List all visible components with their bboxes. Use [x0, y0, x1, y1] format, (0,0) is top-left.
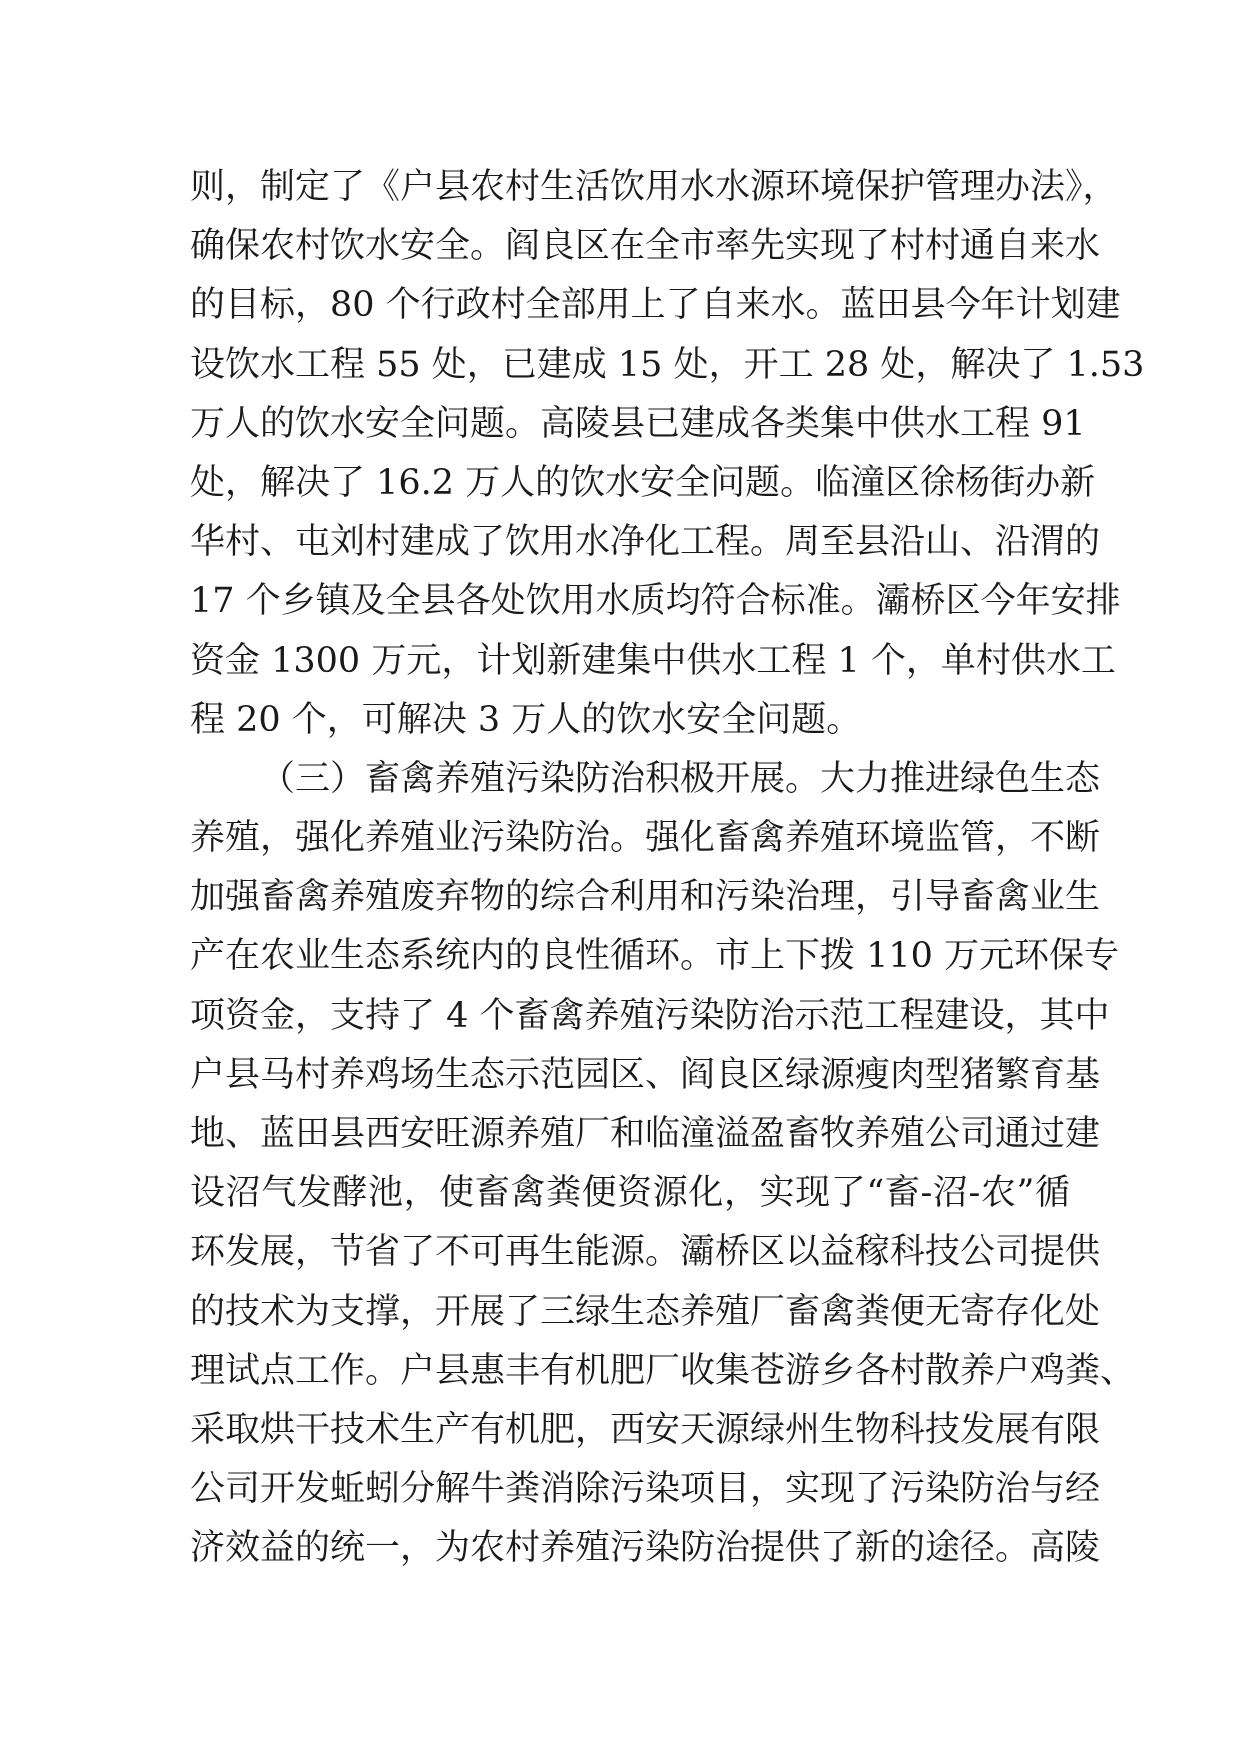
text-line: 的技术为支撑，开展了三绿生态养殖厂畜禽粪便无寄存化处 [190, 1291, 1101, 1332]
text-line: 地、蓝田县西安旺源养殖厂和临潼溢盈畜牧养殖公司通过建 [190, 1114, 1101, 1154]
text-line: 华村、屯刘村建成了饮用水净化工程。周至县沿山、沿渭的 [190, 522, 1101, 563]
section-heading-line: （三）畜禽养殖污染防治积极开展。大力推进绿色生态 [260, 758, 1101, 799]
body-text [190, 158, 1145, 1579]
text-line: 项资金，支持了 4 个畜禽养殖污染防治示范工程建设，其中 [190, 995, 1110, 1036]
text-line: 处，解决了 16.2 万人的饮水安全问题。临潼区徐杨街办新 [190, 462, 1096, 503]
text-line: 设沼气发酵池，使畜禽粪便资源化，实现了“畜-沼-农”循 [190, 1173, 1070, 1214]
text-line: 的目标，80 个行政村全部用上了自来水。蓝田县今年计划建 [190, 285, 1121, 326]
text-line: 则，制定了《户县农村生活饮用水水源环境保护管理办法》， [190, 167, 1118, 207]
text-line: 资金 1300 万元，计划新建集中供水工程 1 个，单村供水工 [190, 640, 1116, 681]
text-line: 济效益的统一，为农村养殖污染防治提供了新的途径。高陵 [190, 1528, 1101, 1569]
text-line: 万人的饮水安全问题。高陵县已建成各类集中供水工程 91 [190, 403, 1086, 444]
text-line: 加强畜禽养殖废弃物的综合利用和污染治理，引导畜禽业生 [190, 877, 1101, 918]
paragraph-end-line: 程 20 个，可解决 3 万人的饮水安全问题。 [190, 699, 862, 740]
text-line: 户县马村养鸡场生态示范园区、阎良区绿源瘦肉型猪繁育基 [190, 1054, 1101, 1095]
text-line: 理试点工作。户县惠丰有机肥厂收集苍游乡各村散养户鸡粪、 [190, 1350, 1136, 1391]
text-line: 环发展，节省了不可再生能源。灞桥区以益稼科技公司提供 [190, 1232, 1101, 1273]
text-line: 养殖，强化养殖业污染防治。强化畜禽养殖环境监管，不断 [190, 818, 1101, 859]
text-line: 确保农村饮水安全。阎良区在全市率先实现了村村通自来水 [190, 226, 1101, 267]
text-line: 17 个乡镇及全县各处饮用水质均符合标准。灞桥区今年安排 [190, 581, 1121, 622]
text-line: 公司开发蚯蚓分解牛粪消除污染项目，实现了污染防治与经 [190, 1469, 1101, 1510]
text-line: 设饮水工程 55 处，已建成 15 处，开工 28 处，解决了 1.53 [190, 344, 1145, 385]
text-line: 采取烘干技术生产有机肥，西安天源绿州生物科技发展有限 [190, 1409, 1101, 1450]
text-line: 产在农业生态系统内的良性循环。市上下拨 110 万元环保专 [190, 936, 1120, 977]
